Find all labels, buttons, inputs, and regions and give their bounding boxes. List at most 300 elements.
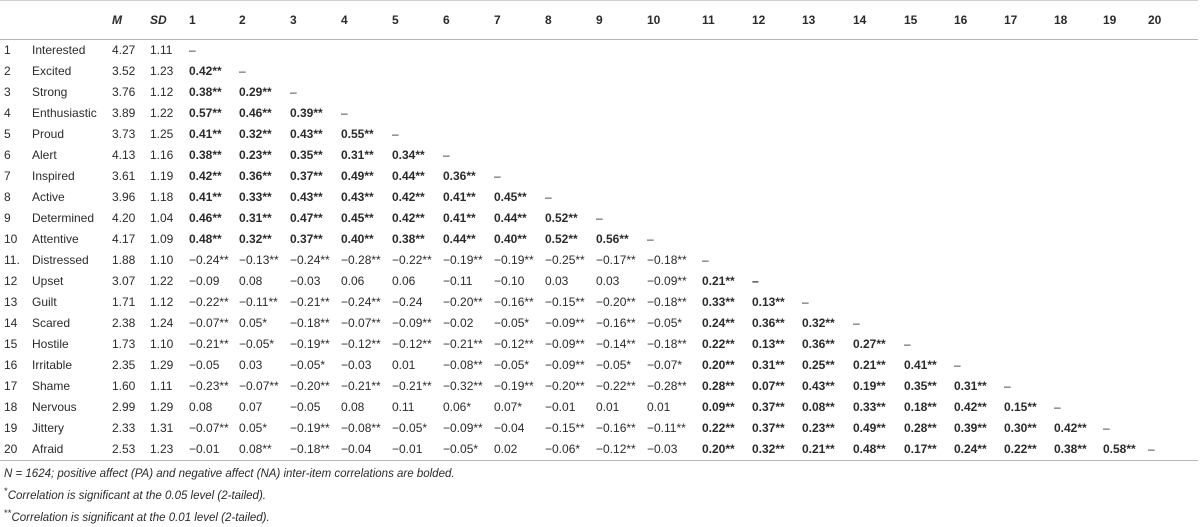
- correlation-cell: [1004, 61, 1054, 82]
- correlation-cell: [802, 82, 853, 103]
- correlation-cell: [647, 103, 702, 124]
- correlation-cell: −0.12**: [392, 337, 432, 351]
- correlation-cell: [1004, 82, 1054, 103]
- correlation-cell: −0.07**: [189, 316, 229, 330]
- correlation-cell: [647, 82, 702, 103]
- correlation-cell: [1103, 103, 1148, 124]
- correlation-cell: [1004, 208, 1054, 229]
- row-number: 15: [4, 337, 18, 351]
- correlation-cell: [954, 40, 1004, 62]
- correlation-cell: −0.21**: [290, 295, 330, 309]
- correlation-cell: [1103, 82, 1148, 103]
- correlation-cell: [954, 313, 1004, 334]
- correlation-cell: [904, 313, 954, 334]
- correlation-cell: −0.12**: [494, 337, 534, 351]
- row-mean: 3.07: [112, 274, 136, 288]
- correlation-cell: [752, 103, 802, 124]
- correlation-cell: –: [904, 337, 911, 351]
- correlation-cell: [904, 250, 954, 271]
- correlation-cell: 0.44**: [443, 232, 476, 246]
- correlation-cell: [802, 61, 853, 82]
- correlation-cell: [1103, 292, 1148, 313]
- correlation-cell: [1004, 292, 1054, 313]
- header-col: 11: [702, 1, 752, 40]
- correlation-cell: [596, 61, 647, 82]
- correlation-cell: [1054, 187, 1103, 208]
- correlation-cell: 0.40**: [341, 232, 374, 246]
- correlation-cell: 0.01: [647, 400, 671, 414]
- correlation-cell: −0.28**: [341, 253, 381, 267]
- correlation-cell: 0.52**: [545, 232, 578, 246]
- correlation-cell: −0.05*: [494, 316, 530, 330]
- correlation-cell: [1103, 250, 1148, 271]
- correlation-cell: −0.24**: [341, 295, 381, 309]
- correlation-cell: −0.24**: [189, 253, 229, 267]
- row-label: Upset: [32, 274, 64, 288]
- row-number: 7: [4, 169, 11, 183]
- correlation-cell: [752, 229, 802, 250]
- correlation-cell: –: [239, 64, 246, 78]
- correlation-cell: [853, 124, 904, 145]
- correlation-cell: [1103, 145, 1148, 166]
- correlation-cell: 0.37**: [752, 421, 785, 435]
- correlation-cell: −0.01: [545, 400, 576, 414]
- correlation-cell: [702, 229, 752, 250]
- correlation-cell: −0.09: [189, 274, 220, 288]
- correlation-cell: −0.05*: [290, 358, 326, 372]
- correlation-cell: –: [1148, 439, 1198, 461]
- row-mean: 3.52: [112, 64, 136, 78]
- correlation-cell: [954, 103, 1004, 124]
- correlation-cell: −0.05: [290, 400, 321, 414]
- correlation-cell: 0.31**: [239, 211, 272, 225]
- correlation-cell: –: [341, 106, 348, 120]
- correlation-cell: –: [802, 295, 809, 309]
- correlation-cell: [954, 61, 1004, 82]
- row-mean: 2.99: [112, 400, 136, 414]
- correlation-cell: −0.06*: [545, 439, 596, 461]
- correlation-cell: [1004, 40, 1054, 62]
- correlation-cell: 0.42**: [189, 169, 222, 183]
- correlation-cell: [802, 166, 853, 187]
- correlation-cell: [647, 124, 702, 145]
- correlation-cell: [904, 145, 954, 166]
- correlation-cell: [752, 208, 802, 229]
- correlation-cell: −0.15**: [545, 421, 585, 435]
- table-row: [0, 418, 1198, 439]
- row-label: Nervous: [32, 400, 77, 414]
- row-label: Guilt: [32, 295, 57, 309]
- header-col: 10: [647, 1, 702, 40]
- correlation-cell: −0.08**: [443, 358, 483, 372]
- correlation-cell: −0.21**: [341, 379, 381, 393]
- correlation-cell: 0.33**: [702, 295, 735, 309]
- correlation-cell: 0.41**: [443, 211, 476, 225]
- correlation-cell: −0.16**: [494, 295, 534, 309]
- correlation-cell: [1004, 250, 1054, 271]
- correlation-cell: 0.25**: [802, 358, 835, 372]
- correlation-cell: 0.32**: [239, 232, 272, 246]
- correlation-cell: 0.23**: [239, 148, 272, 162]
- correlation-cell: −0.11: [443, 274, 473, 288]
- row-label: Proud: [32, 127, 65, 141]
- correlation-cell: 0.08**: [802, 400, 835, 414]
- correlation-cell: −0.09**: [545, 358, 585, 372]
- row-mean: 1.73: [112, 337, 136, 351]
- correlation-cell: −0.19**: [494, 253, 534, 267]
- correlation-cell: [1103, 355, 1148, 376]
- correlation-cell: 0.22**: [1004, 439, 1054, 461]
- correlation-cell: [1148, 103, 1198, 124]
- correlation-cell: [702, 166, 752, 187]
- correlation-cell: 0.06*: [443, 400, 472, 414]
- correlation-cell: [853, 271, 904, 292]
- correlation-cell: 0.38**: [189, 85, 222, 99]
- correlation-cell: [545, 61, 596, 82]
- correlation-cell: [1148, 334, 1198, 355]
- correlation-cell: [954, 334, 1004, 355]
- correlation-cell: −0.02: [443, 316, 474, 330]
- correlation-cell: [752, 145, 802, 166]
- correlation-cell: [853, 82, 904, 103]
- correlation-cell: −0.08**: [341, 421, 381, 435]
- row-label: Determined: [32, 211, 95, 225]
- correlation-cell: 0.11: [392, 400, 415, 414]
- correlation-cell: 0.17**: [904, 439, 954, 461]
- correlation-cell: 0.41**: [189, 127, 222, 141]
- header-col: 8: [545, 1, 596, 40]
- correlation-cell: [1148, 271, 1198, 292]
- correlation-cell: [443, 103, 494, 124]
- correlation-cell: [1004, 103, 1054, 124]
- correlation-cell: 0.07**: [752, 379, 785, 393]
- correlation-cell: −0.03: [647, 439, 702, 461]
- row-sd: 1.19: [150, 169, 174, 183]
- correlation-cell: [443, 124, 494, 145]
- correlation-cell: [853, 145, 904, 166]
- correlation-cell: [596, 124, 647, 145]
- correlation-cell: [853, 292, 904, 313]
- footnote-mark: **: [4, 507, 12, 519]
- header-col: 17: [1004, 1, 1054, 40]
- correlation-cell: [494, 61, 545, 82]
- correlation-cell: −0.32**: [443, 379, 483, 393]
- row-mean: 1.71: [112, 295, 136, 309]
- row-sd: 1.24: [150, 316, 174, 330]
- correlation-cell: [1148, 61, 1198, 82]
- correlation-cell: [1148, 313, 1198, 334]
- correlation-cell: [392, 103, 443, 124]
- correlation-cell: 0.42**: [954, 400, 987, 414]
- correlation-cell: 0.49**: [341, 169, 374, 183]
- correlation-cell: −0.20**: [290, 379, 330, 393]
- correlation-cell: −0.23**: [189, 379, 229, 393]
- correlation-cell: −0.18**: [290, 316, 330, 330]
- correlation-cell: [954, 292, 1004, 313]
- correlation-cell: 0.07: [239, 400, 263, 414]
- correlation-cell: [904, 82, 954, 103]
- correlation-cell: 0.43**: [290, 127, 323, 141]
- table-row: [0, 334, 1198, 355]
- correlation-cell: [1004, 313, 1054, 334]
- correlation-cell: [1004, 229, 1054, 250]
- correlation-cell: 0.39**: [290, 106, 323, 120]
- correlation-cell: 0.43**: [290, 190, 323, 204]
- correlation-cell: 0.43**: [341, 190, 374, 204]
- row-sd: 1.22: [150, 274, 174, 288]
- correlation-cell: −0.07*: [647, 358, 683, 372]
- correlation-cell: 0.19**: [853, 379, 886, 393]
- correlation-cell: −0.22**: [392, 253, 432, 267]
- correlation-cell: [702, 145, 752, 166]
- correlation-cell: 0.05*: [239, 421, 268, 435]
- correlation-cell: 0.08: [239, 274, 263, 288]
- correlation-cell: [1148, 187, 1198, 208]
- correlation-cell: 0.03: [545, 274, 569, 288]
- row-mean: 2.35: [112, 358, 136, 372]
- correlation-cell: [904, 187, 954, 208]
- correlation-cell: [702, 187, 752, 208]
- correlation-cell: [545, 82, 596, 103]
- row-label: Hostile: [32, 337, 69, 351]
- row-sd: 1.09: [150, 232, 174, 246]
- footnote-sig-05: [4, 483, 455, 505]
- correlation-cell: [1103, 208, 1148, 229]
- correlation-cell: 0.03: [596, 274, 620, 288]
- correlation-cell: −0.09**: [545, 337, 585, 351]
- correlation-cell: [1054, 355, 1103, 376]
- row-label: Irritable: [32, 358, 73, 372]
- row-number: 20: [0, 439, 32, 461]
- footnote-n-text: positive affect (PA) and negative affect (NA) inter-item correlations are bolded.: [57, 468, 455, 480]
- correlation-cell: 0.24**: [954, 439, 1004, 461]
- correlation-cell: 0.31**: [341, 148, 374, 162]
- correlation-cell: [1054, 103, 1103, 124]
- correlation-cell: [1148, 229, 1198, 250]
- correlation-cell: 0.34**: [392, 148, 425, 162]
- row-number: 1: [4, 43, 11, 57]
- header-col: 3: [290, 1, 341, 40]
- correlation-cell: −0.05*: [647, 316, 683, 330]
- correlation-cell: 0.20**: [702, 439, 752, 461]
- correlation-cell: 0.35**: [290, 148, 323, 162]
- correlation-cell: 0.41**: [443, 190, 476, 204]
- correlation-cell: [290, 40, 341, 62]
- correlation-cell: [1148, 40, 1198, 62]
- correlation-cell: [1103, 124, 1148, 145]
- correlation-cell: −0.07**: [189, 421, 229, 435]
- correlation-cell: [443, 40, 494, 62]
- correlation-cell: 0.39**: [954, 421, 987, 435]
- header-col: 9: [596, 1, 647, 40]
- correlation-cell: [904, 208, 954, 229]
- row-label: Afraid: [32, 439, 112, 461]
- row-mean: 3.73: [112, 127, 136, 141]
- header-col: 2: [239, 1, 290, 40]
- correlation-cell: 0.44**: [392, 169, 425, 183]
- header-blank: [32, 1, 112, 40]
- correlation-cell: [1004, 334, 1054, 355]
- correlation-cell: [647, 208, 702, 229]
- correlation-cell: 0.23**: [802, 421, 835, 435]
- correlation-cell: –: [647, 232, 654, 246]
- correlation-cell: 0.45**: [341, 211, 374, 225]
- header-col: 13: [802, 1, 853, 40]
- row-number: 11.: [4, 253, 20, 267]
- correlation-cell: –: [702, 253, 709, 267]
- correlation-cell: 0.37**: [290, 232, 323, 246]
- correlation-cell: [702, 82, 752, 103]
- correlation-cell: [1054, 40, 1103, 62]
- row-mean: 4.20: [112, 211, 136, 225]
- correlation-cell: [494, 124, 545, 145]
- row-mean: 2.38: [112, 316, 136, 330]
- row-number: 4: [4, 106, 11, 120]
- correlation-cell: [802, 124, 853, 145]
- row-sd: 1.16: [150, 148, 174, 162]
- correlation-cell: 0.38**: [189, 148, 222, 162]
- correlation-cell: –: [954, 358, 961, 372]
- row-sd: 1.23: [150, 439, 189, 461]
- correlation-cell: [494, 145, 545, 166]
- footnote-text: Correlation is significant at the 0.05 level (2-tailed).: [7, 489, 266, 502]
- correlation-cell: [1054, 61, 1103, 82]
- correlation-cell: −0.05*: [239, 337, 275, 351]
- correlation-cell: [904, 166, 954, 187]
- correlation-cell: 0.01: [392, 358, 416, 372]
- correlation-cell: −0.21**: [443, 337, 483, 351]
- correlation-cell: [1054, 292, 1103, 313]
- table-row: [0, 61, 1198, 82]
- header-mean: M: [112, 1, 150, 40]
- row-number: 17: [4, 379, 18, 393]
- row-sd: 1.22: [150, 106, 174, 120]
- correlation-cell: −0.05: [189, 358, 220, 372]
- row-mean: 4.13: [112, 148, 136, 162]
- row-number: 9: [4, 211, 11, 225]
- correlation-cell: [853, 229, 904, 250]
- correlation-cell: 0.57**: [189, 106, 222, 120]
- row-sd: 1.11: [150, 43, 173, 57]
- correlation-cell: [1054, 334, 1103, 355]
- footnote-n: N = 1624;: [4, 468, 55, 480]
- correlation-cell: −0.16**: [596, 421, 636, 435]
- correlation-cell: [1004, 355, 1054, 376]
- correlation-cell: [596, 82, 647, 103]
- correlation-cell: −0.16**: [596, 316, 636, 330]
- correlation-cell: [904, 61, 954, 82]
- correlation-cell: [752, 166, 802, 187]
- correlation-cell: −0.17**: [596, 253, 636, 267]
- correlation-cell: –: [1054, 400, 1061, 414]
- correlation-cell: [802, 250, 853, 271]
- correlation-cell: [954, 166, 1004, 187]
- row-sd: 1.04: [150, 211, 174, 225]
- correlation-cell: [1148, 397, 1198, 418]
- correlation-cell: [341, 61, 392, 82]
- correlation-cell: –: [290, 85, 297, 99]
- correlation-cell: −0.01: [189, 439, 239, 461]
- correlation-cell: 0.32**: [239, 127, 272, 141]
- table-row: [0, 355, 1198, 376]
- correlation-cell: [392, 61, 443, 82]
- correlation-cell: [596, 40, 647, 62]
- correlation-cell: [752, 250, 802, 271]
- correlation-cell: [1148, 250, 1198, 271]
- correlation-cell: [1004, 124, 1054, 145]
- correlation-cell: [494, 40, 545, 62]
- row-number: 18: [4, 400, 18, 414]
- correlation-cell: −0.19**: [290, 421, 330, 435]
- correlation-cell: 0.32**: [752, 439, 802, 461]
- correlation-cell: [1054, 376, 1103, 397]
- row-label: Shame: [32, 379, 71, 393]
- correlation-cell: [752, 82, 802, 103]
- correlation-cell: [443, 82, 494, 103]
- correlation-cell: 0.40**: [494, 232, 527, 246]
- correlation-cell: −0.20**: [545, 379, 585, 393]
- correlation-cell: [596, 145, 647, 166]
- correlation-cell: 0.52**: [545, 211, 578, 225]
- correlation-cell: 0.46**: [189, 211, 222, 225]
- row-number: 12: [4, 274, 18, 288]
- correlation-cell: −0.11**: [647, 421, 686, 435]
- correlation-cell: [853, 208, 904, 229]
- header-sd: SD: [150, 1, 189, 40]
- correlation-cell: 0.21**: [702, 274, 735, 288]
- correlation-cell: −0.04: [341, 439, 392, 461]
- correlation-cell: −0.07**: [341, 316, 381, 330]
- correlation-cell: −0.09**: [647, 274, 687, 288]
- correlation-cell: 0.06: [392, 274, 416, 288]
- correlation-cell: –: [853, 316, 860, 330]
- correlation-cell: −0.11**: [239, 295, 278, 309]
- correlation-cell: 0.28**: [904, 421, 937, 435]
- header-col: 19: [1103, 1, 1148, 40]
- correlation-cell: 0.07*: [494, 400, 523, 414]
- correlation-cell: −0.15**: [545, 295, 585, 309]
- table-row: [0, 376, 1198, 397]
- row-sd: 1.23: [150, 64, 174, 78]
- correlation-cell: [1004, 187, 1054, 208]
- correlation-cell: 0.38**: [1054, 439, 1103, 461]
- correlation-cell: [752, 61, 802, 82]
- correlation-cell: −0.09**: [392, 316, 432, 330]
- correlation-cell: –: [752, 274, 759, 288]
- header-col: 15: [904, 1, 954, 40]
- correlation-cell: [545, 145, 596, 166]
- correlation-cell: [954, 82, 1004, 103]
- row-label: Jittery: [32, 421, 65, 435]
- correlation-cell: [752, 124, 802, 145]
- correlation-cell: [1148, 124, 1198, 145]
- correlation-cell: [1054, 229, 1103, 250]
- correlation-cell: −0.18**: [647, 337, 687, 351]
- correlation-cell: [1148, 376, 1198, 397]
- correlation-cell: 0.29**: [239, 85, 272, 99]
- correlation-cell: [954, 187, 1004, 208]
- correlation-cell: 0.37**: [752, 400, 785, 414]
- correlation-cell: 0.20**: [702, 358, 735, 372]
- correlation-cell: [1054, 145, 1103, 166]
- correlation-cell: 0.22**: [702, 421, 735, 435]
- row-label: Inspired: [32, 169, 75, 183]
- correlation-cell: –: [545, 190, 552, 204]
- correlation-cell: −0.09**: [545, 316, 585, 330]
- correlation-cell: 0.08: [189, 400, 213, 414]
- correlation-cell: 0.41**: [904, 358, 937, 372]
- correlation-cell: −0.12**: [341, 337, 381, 351]
